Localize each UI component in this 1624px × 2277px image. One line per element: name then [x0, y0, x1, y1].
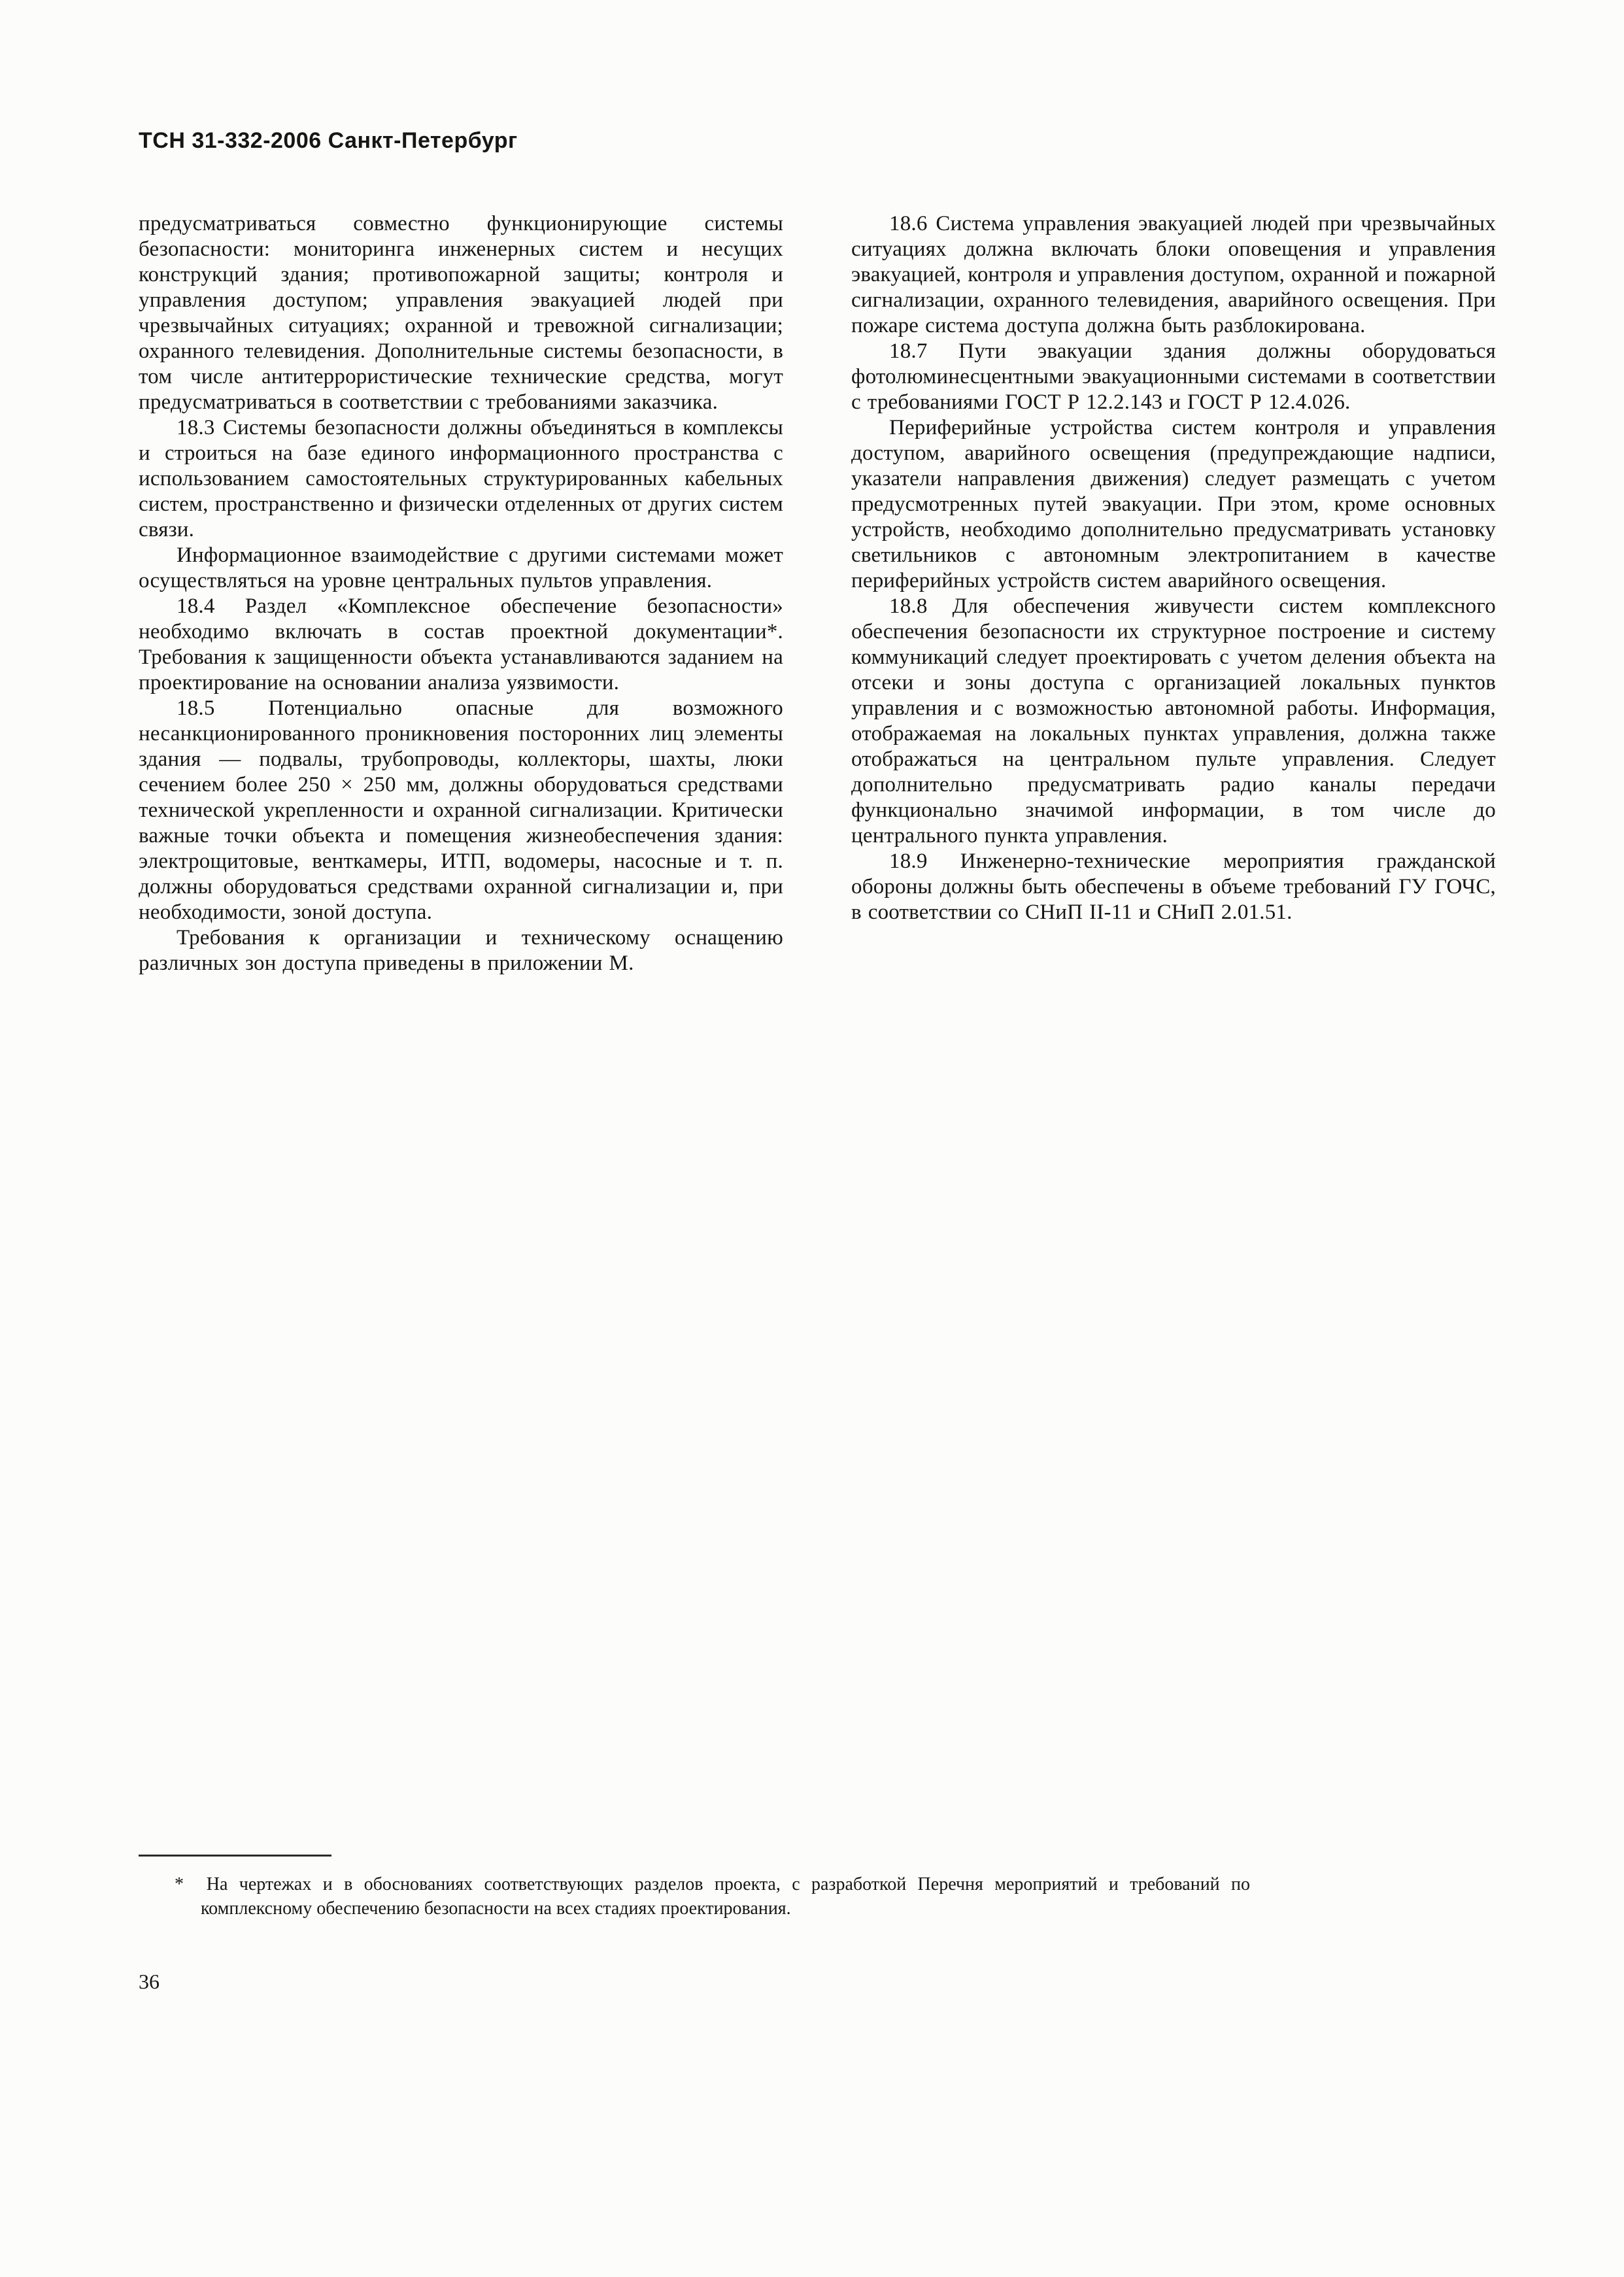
paragraph-18-3: 18.3 Системы безопасности должны объединяться в комплексы и строиться на базе единого информационного пространства с использованием самостоятельных структурированных кабельных систем, пространственно и физически отделенных от других систем связи. [139, 416, 783, 541]
paragraph-18-9: 18.9 Инженерно-технические мероприятия гражданской обороны должны быть обеспечены в объеме требований ГУ ГОЧС, в соответствии со СНиП II-11 и СНиП 2.01.51. [851, 849, 1496, 924]
paragraph: Периферийные устройства систем контроля и управления доступом, аварийного освещения (предупреждающие надписи, указатели направления движения) следует размещать с учетом предусмотренных путей эвакуации. При этом, кроме основных устройств, необходимо дополнительно предусматривать установку светильников с автономным электропитанием в качестве периферийных устройств систем аварийного освещения. [851, 416, 1496, 592]
footnote-text [139, 1872, 1250, 1921]
footnote-divider [139, 1855, 331, 1857]
left-column [139, 211, 783, 976]
document-header-title: ТСН 31-332-2006 Санкт-Петербург [139, 128, 518, 153]
footnote [139, 1855, 1322, 1921]
right-column [851, 211, 1496, 976]
paragraph-18-7: 18.7 Пути эвакуации здания должны оборудоваться фотолюминесцентными эвакуационными системами в соответствии с требованиями ГОСТ Р 12.2.143 и ГОСТ Р 12.4.026. [851, 339, 1496, 414]
footnote-body: На чертежах и в обоснованиях соответствующих разделов проекта, с разработкой Перечня мероприятий и требований по комплексному обеспечению безопасности на всех стадиях проектирования. [201, 1874, 1251, 1919]
page-number: 36 [139, 1970, 160, 1993]
paragraph-18-8: 18.8 Для обеспечения живучести систем комплексного обеспечения безопасности их структурное построение и систему коммуникаций следует проектировать с учетом деления объекта на отсеки и зоны доступа с организацией локальных пунктов управления и с возможностью автономной работы. Информация, отображаемая на локальных пунктах управления, должна также отображаться на центральном пульте управления. Следует дополнительно предусматривать радио каналы передачи функционально значимой информации, в том числе до центрального пункта управления. [851, 594, 1496, 847]
paragraph-18-4: 18.4 Раздел «Комплексное обеспечение безопасности» необходимо включать в состав проектной документации*. Требования к защищенности объекта устанавливаются заданием на проектирование на основании анализа уязвимости. [139, 594, 783, 694]
footnote-marker: * [175, 1874, 184, 1894]
paragraph-18-5: 18.5 Потенциально опасные для возможного несанкционированного проникновения посторонних лиц элементы здания — подвалы, трубопроводы, коллекторы, шахты, люки сечением более 250 × 250 мм, должны оборудоваться средствами технической укрепленности и охранной сигнализации. Критически важные точки объекта и помещения жизнеобеспечения здания: электрощитовые, венткамеры, ИТП, водомеры, насосные и т. п. должны оборудоваться средствами охранной сигнализации и, при необходимости, зоной доступа. [139, 696, 783, 924]
paragraph-continuation: предусматриваться совместно функционирующие системы безопасности: мониторинга инженерных систем и несущих конструкций здания; противопожарной защиты; контроля и управления доступом; управления эвакуацией людей при чрезвычайных ситуациях; охранной и тревожной сигнализации; охранного телевидения. Дополнительные системы безопасности, в том числе антитеррористические технические средства, могут предусматриваться в соответствии с требованиями заказчика. [139, 212, 783, 414]
paragraph-18-6: 18.6 Система управления эвакуацией людей при чрезвычайных ситуациях должна включать блоки оповещения и управления эвакуацией, контроля и управления доступом, охранной и пожарной сигнализации, охранного телевидения, аварийного освещения. При пожаре система доступа должна быть разблокирована. [851, 212, 1496, 337]
text-columns [139, 211, 1496, 976]
paragraph: Информационное взаимодействие с другими системами может осуществляться на уровне центральных пультов управления. [139, 543, 783, 592]
paragraph: Требования к организации и техническому оснащению различных зон доступа приведены в приложении М. [139, 926, 783, 975]
